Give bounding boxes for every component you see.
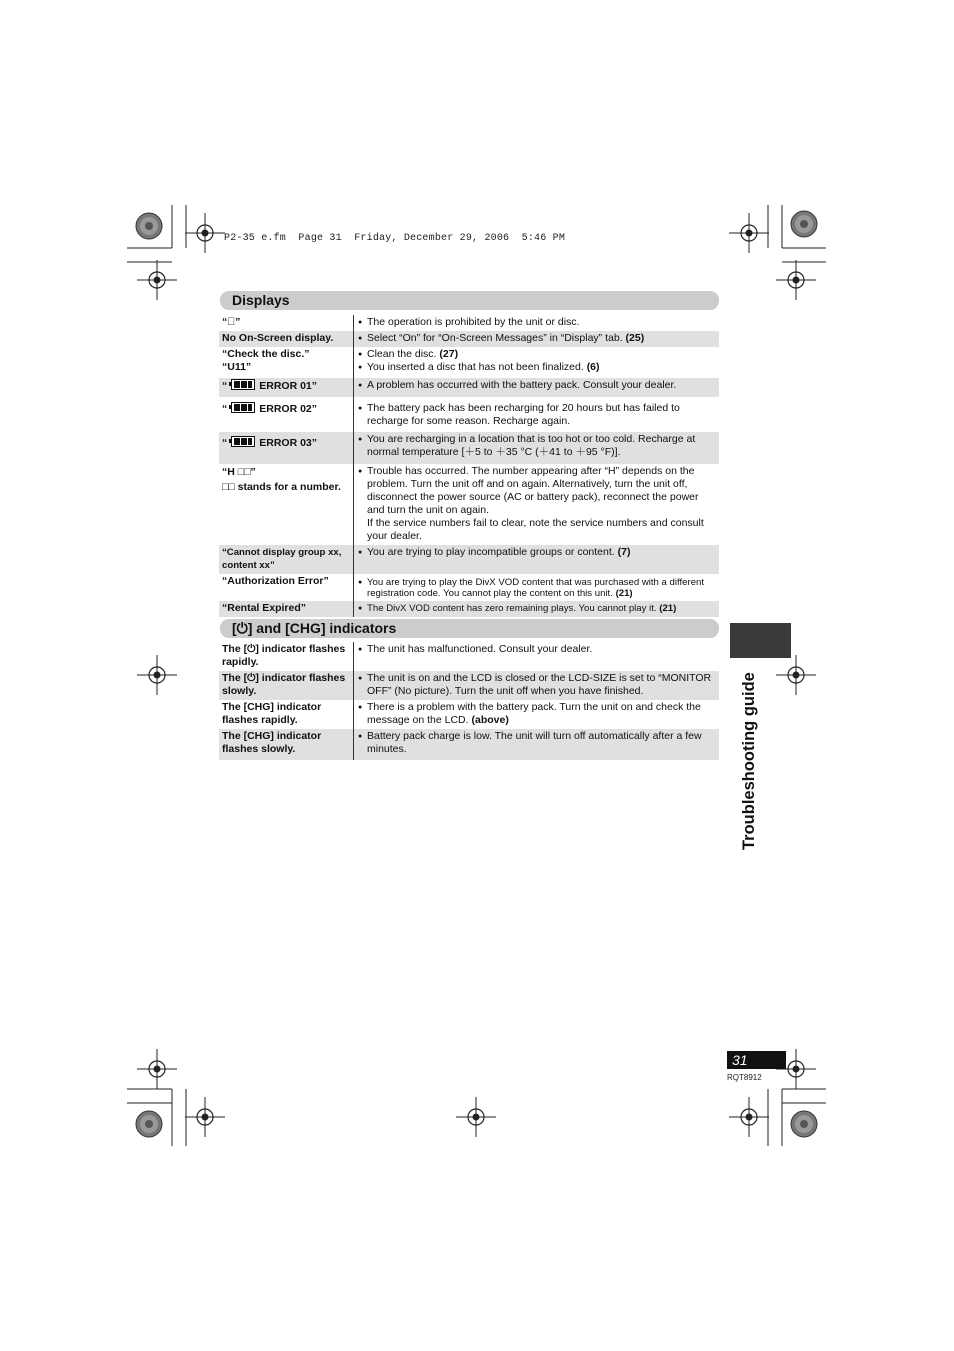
- row-key: [219, 642, 354, 671]
- section-tab: [730, 623, 791, 658]
- row-desc: [354, 700, 720, 729]
- row-desc: [354, 347, 720, 378]
- row-desc: [354, 545, 720, 574]
- row-key: “ ERROR 02”: [219, 397, 354, 432]
- desc-line: ● You inserted a disc that has not been finalized. (6): [358, 361, 716, 374]
- side-title: Troubleshooting guide: [740, 672, 758, 850]
- displays-title: Displays: [232, 292, 290, 308]
- indicators-section-header: [220, 619, 719, 638]
- row-key: “Cannot display group xx, content xx”: [219, 545, 354, 574]
- battery-icon: [231, 379, 255, 390]
- table-row: [219, 347, 719, 378]
- row-desc: [354, 378, 720, 397]
- displays-section-header: [220, 291, 719, 310]
- desc-line: ● The DivX VOD content has zero remaining plays. You cannot play it. (21): [358, 602, 716, 615]
- desc-line: ● The battery pack has been recharging for 20 hours but has failed to recharge for some reason. Recharge again.: [358, 402, 716, 428]
- table-row: [219, 601, 719, 617]
- row-key: The [CHG] indicator flashes rapidly.: [219, 700, 354, 729]
- desc-line: ● The operation is prohibited by the unit or disc.: [358, 316, 716, 329]
- table-row: [219, 397, 719, 432]
- table-row: [219, 378, 719, 397]
- table-row: [219, 729, 719, 760]
- desc-line: ● You are trying to play incompatible groups or content. (7): [358, 546, 716, 559]
- table-row: [219, 331, 719, 347]
- row-desc: [354, 671, 720, 700]
- row-desc: [354, 729, 720, 760]
- desc-extra: If the service numbers fail to clear, note the service numbers and consult your dealer.: [367, 517, 704, 542]
- table-row: [219, 464, 719, 545]
- document-code: RQT8912: [727, 1073, 762, 1082]
- row-desc: [354, 464, 720, 545]
- row-desc: [354, 331, 720, 347]
- table-row: [219, 315, 719, 331]
- indicators-title: [⏻] and [CHG] indicators: [232, 620, 397, 636]
- file-info: P2-35 e.fm Page 31 Friday, December 29, 2006 5:46 PM: [224, 233, 566, 244]
- row-key: “H □□” □□ stands for a number.: [219, 464, 354, 545]
- desc-line: ● Battery pack charge is low. The unit will turn off automatically after a few minutes.: [358, 730, 716, 756]
- desc-line: ● Clean the disc. (27): [358, 348, 716, 361]
- desc-line: ● There is a problem with the battery pack. Turn the unit on and check the message on the LCD. (above): [358, 701, 716, 727]
- row-desc: [354, 642, 720, 671]
- table-row: [219, 545, 719, 574]
- row-key: The [⏻] indicator flashes slowly.: [219, 671, 354, 700]
- row-key: No On-Screen display.: [219, 331, 354, 347]
- table-row: [219, 432, 719, 464]
- prohibited-icon: “⃠”: [222, 316, 241, 328]
- row-key: [219, 315, 354, 331]
- table-row: [219, 574, 719, 601]
- row-key: “Rental Expired”: [219, 601, 354, 617]
- page-number: 31: [727, 1051, 786, 1069]
- desc-line: ● Select “On” for “On-Screen Messages” in “Display” tab. (25): [358, 332, 716, 345]
- battery-icon: [231, 436, 255, 447]
- desc-line: ● You are trying to play the DivX VOD content that was purchased with a different registration code. You cannot play the content on this unit. (21): [358, 577, 716, 599]
- indicators-table: [219, 642, 719, 760]
- desc-line: ● Trouble has occurred. The number appearing after “H” depends on the problem. Turn the unit off and on again. Alternatively, turn the unit off, disconnect the power source (AC or battery pack), reconnect the power and turn the unit on again.: [358, 465, 716, 517]
- row-key: The [CHG] indicator flashes slowly.: [219, 729, 354, 760]
- battery-icon: [231, 402, 255, 413]
- row-desc: [354, 432, 720, 464]
- row-desc: [354, 601, 720, 617]
- row-key: “ ERROR 01”: [219, 378, 354, 397]
- displays-table: [219, 315, 719, 617]
- power-icon: The [⏻] indicator flashes rapidly.: [222, 643, 346, 668]
- row-desc: [354, 315, 720, 331]
- desc-line: ● The unit is on and the LCD is closed or the LCD-SIZE is set to “MONITOR OFF” (No picture). Turn the unit off when you have finished.: [358, 672, 716, 698]
- desc-line: ● You are recharging in a location that is too hot or too cold. Recharge at normal temperature [＋5 to ＋35 °C (＋41 to ＋95 °F)].: [358, 433, 716, 459]
- row-desc: [354, 574, 720, 601]
- table-row: [219, 671, 719, 700]
- row-desc: [354, 397, 720, 432]
- desc-line: ● The unit has malfunctioned. Consult your dealer.: [358, 643, 716, 656]
- row-key: “Check the disc.” “U11”: [219, 347, 354, 378]
- row-key: “ ERROR 03”: [219, 432, 354, 464]
- table-row: [219, 700, 719, 729]
- table-row: [219, 642, 719, 671]
- row-key: “Authorization Error”: [219, 574, 354, 601]
- desc-line: ● A problem has occurred with the battery pack. Consult your dealer.: [358, 379, 716, 392]
